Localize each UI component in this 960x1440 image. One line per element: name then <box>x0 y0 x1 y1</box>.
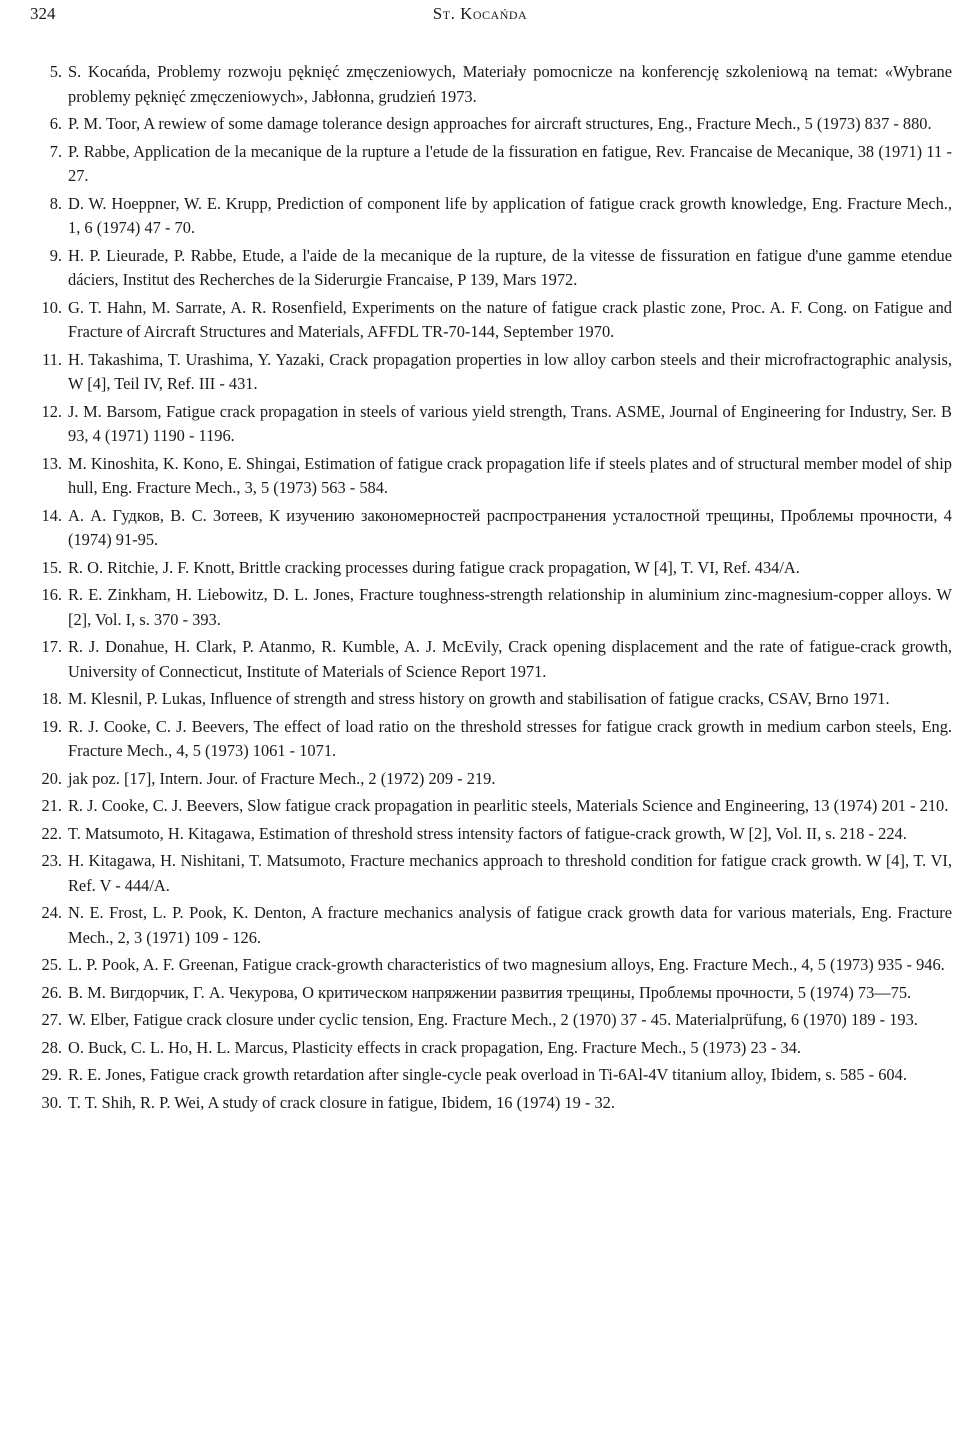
reference-entry <box>30 822 952 847</box>
reference-entry <box>30 1091 952 1116</box>
reference-number: 7. <box>49 141 62 161</box>
reference-entry <box>30 112 952 137</box>
reference-number: 17. <box>41 637 62 656</box>
reference-text: P. Rabbe, Application de la mecanique de la rupture a l'etude de la fissuration en fatigue, Rev. Francaise de Mecanique, 38 (1971) 11 - 27. <box>68 141 952 185</box>
reference-text: H. Takashima, T. Urashima, Y. Yazaki, Crack propagation properties in low alloy carbon steels and their microfractographic analysis, W [4], Teil IV, Ref. III - 431. <box>68 349 952 393</box>
reference-entry <box>30 715 952 764</box>
reference-text: В. М. Вигдорчик, Г. А. Чекурова, О критическом напряжении развития трещины, Проблемы прочности, 5 (1974) 73—75. <box>68 982 912 1002</box>
reference-number: 16. <box>41 585 62 604</box>
reference-entry <box>30 849 952 898</box>
reference-number: 12. <box>41 401 62 421</box>
reference-entry <box>30 901 952 950</box>
reference-entry <box>30 981 952 1006</box>
reference-text: R. J. Cooke, C. J. Beevers, The effect of load ratio on the threshold stresses for fatigue crack growth in medium carbon steels, Eng. Fracture Mech., 4, 5 (1973) 1061 - 1071. <box>68 716 952 760</box>
reference-entry <box>30 140 952 189</box>
reference-entry <box>30 953 952 978</box>
reference-number: 9. <box>49 245 62 265</box>
reference-number: 5. <box>49 62 62 81</box>
reference-number: 13. <box>41 453 62 473</box>
reference-text: W. Elber, Fatigue crack closure under cyclic tension, Eng. Fracture Mech., 2 (1970) 37 - 45. Materialprüfung, 6 (1970) 189 - 193. <box>68 1010 918 1029</box>
page-number: 324 <box>30 4 56 23</box>
reference-text: M. Klesnil, P. Lukas, Influence of strength and stress history on growth and stabilisation of fatigue cracks, CSAV, Brno 1971. <box>68 689 890 708</box>
reference-text: M. Kinoshita, K. Kono, E. Shingai, Estimation of fatigue crack propagation life if steels plates and of structural member model of ship hull, Eng. Fracture Mech., 3, 5 (1973) 563 - 584. <box>68 453 952 497</box>
reference-entry <box>30 687 952 712</box>
reference-entry <box>30 452 952 501</box>
reference-text: R. J. Donahue, H. Clark, P. Atanmo, R. Kumble, A. J. McEvily, Crack opening displacement and the rate of fatigue-crack growth, University of Connecticut, Institute of Materials of Science Report 1971. <box>68 637 952 681</box>
reference-entry <box>30 244 952 293</box>
reference-number: 25. <box>41 955 62 974</box>
reference-entry <box>30 1008 952 1033</box>
reference-text: А. А. Гудков, В. С. Зотеев, К изучению закономерностей распространения усталостной трещины, Проблемы прочности, 4 (1974) 91-95. <box>68 505 952 549</box>
reference-text: jak poz. [17], Intern. Jour. of Fracture Mech., 2 (1972) 209 - 219. <box>68 768 496 788</box>
reference-text: R. E. Jones, Fatigue crack growth retardation after single-cycle peak overload in Ti-6Al-4V titanium alloy, Ibidem, s. 585 - 604. <box>68 1065 907 1084</box>
reference-text: R. J. Cooke, C. J. Beevers, Slow fatigue crack propagation in pearlitic steels, Materials Science and Engineering, 13 (1974) 201 - 210. <box>68 796 949 815</box>
reference-text: P. M. Toor, A rewiew of some damage tolerance design approaches for aircraft structures, Eng., Fracture Mech., 5 (1973) 837 - 880. <box>68 114 932 133</box>
reference-number: 11. <box>42 349 62 369</box>
reference-text: J. M. Barsom, Fatigue crack propagation in steels of various yield strength, Trans. ASME, Journal of Engineering for Industry, Ser. B 93, 4 (1971) 1190 - 1196. <box>68 401 952 445</box>
reference-text: T. T. Shih, R. P. Wei, A study of crack closure in fatigue, Ibidem, 16 (1974) 19 - 32. <box>68 1092 615 1112</box>
reference-number: 6. <box>49 114 62 133</box>
reference-number: 8. <box>49 193 62 213</box>
reference-entry <box>30 296 952 345</box>
reference-entry <box>30 348 952 397</box>
reference-entry <box>30 635 952 684</box>
running-head: St. Kocańda <box>432 4 528 23</box>
reference-number: 30. <box>41 1092 62 1112</box>
reference-entry <box>30 192 952 241</box>
reference-number: 23. <box>41 851 62 870</box>
reference-text: H. Kitagawa, H. Nishitani, T. Matsumoto, Fracture mechanics approach to threshold condition for fatigue crack growth. W [4], T. VI, Ref. V - 444/A. <box>68 851 952 895</box>
reference-number: 21. <box>41 796 62 815</box>
reference-text: R. E. Zinkham, H. Liebowitz, D. L. Jones, Fracture toughness-strength relationship in aluminium zinc-magnesium-copper alloys. W [2], Vol. I, s. 370 - 393. <box>68 585 952 629</box>
reference-number: 29. <box>41 1065 62 1084</box>
reference-text: D. W. Hoeppner, W. E. Krupp, Prediction of component life by application of fatigue crack growth knowledge, Eng. Fracture Mech., 1, 6 (1974) 47 - 70. <box>68 193 952 237</box>
reference-number: 10. <box>41 297 62 317</box>
reference-number: 24. <box>41 903 62 922</box>
reference-number: 18. <box>41 689 62 708</box>
reference-text: H. P. Lieurade, P. Rabbe, Etude, a l'aide de la mecanique de la rupture, de la vitesse de fissuration en fatigue d'une gamme etendue dáciers, Institut des Recherches de la Siderurgie Francaise, P 139, Mars 1972. <box>68 245 952 289</box>
reference-text: S. Kocańda, Problemy rozwoju pęknięć zmęczeniowych, Materiały pomocnicze na konferencję szkoleniową na temat: «Wybrane problemy pęknięć zmęczeniowych», Jabłonna, grudzień 1973. <box>68 62 952 106</box>
reference-entry <box>30 400 952 449</box>
reference-text: R. O. Ritchie, J. F. Knott, Brittle cracking processes during fatigue crack propagation, W [4], T. VI, Ref. 434/A. <box>68 557 800 577</box>
reference-text: O. Buck, C. L. Ho, H. L. Marcus, Plasticity effects in crack propagation, Eng. Fracture Mech., 5 (1973) 23 - 34. <box>68 1037 802 1057</box>
reference-number: 26. <box>41 982 62 1002</box>
reference-list <box>30 60 952 1118</box>
reference-number: 22. <box>41 823 62 843</box>
reference-text: L. P. Pook, A. F. Greenan, Fatigue crack-growth characteristics of two magnesium alloys, Eng. Fracture Mech., 4, 5 (1973) 935 - 946. <box>68 955 945 974</box>
reference-entry <box>30 767 952 792</box>
reference-entry <box>30 1063 952 1088</box>
reference-entry <box>30 583 952 632</box>
reference-text: N. E. Frost, L. P. Pook, K. Denton, A fracture mechanics analysis of fatigue crack growth data for various materials, Eng. Fracture Mech., 2, 3 (1971) 109 - 126. <box>68 903 952 947</box>
reference-entry <box>30 1036 952 1061</box>
reference-number: 28. <box>41 1037 62 1057</box>
reference-entry <box>30 504 952 553</box>
reference-number: 27. <box>41 1010 62 1029</box>
reference-entry <box>30 556 952 581</box>
reference-entry <box>30 60 952 109</box>
reference-entry <box>30 794 952 819</box>
reference-text: G. T. Hahn, M. Sarrate, A. R. Rosenfield, Experiments on the nature of fatigue crack plastic zone, Proc. A. F. Cong. on Fatigue and Fracture of Aircraft Structures and Materials, AFFDL TR-70-144, September 1970. <box>68 297 952 341</box>
reference-number: 19. <box>41 716 62 736</box>
reference-text: T. Matsumoto, H. Kitagawa, Estimation of threshold stress intensity factors of fatigue-crack growth, W [2], Vol. II, s. 218 - 224. <box>68 823 907 843</box>
reference-number: 20. <box>41 768 62 788</box>
page-header <box>30 4 930 30</box>
reference-number: 15. <box>41 557 62 577</box>
reference-number: 14. <box>41 505 62 525</box>
